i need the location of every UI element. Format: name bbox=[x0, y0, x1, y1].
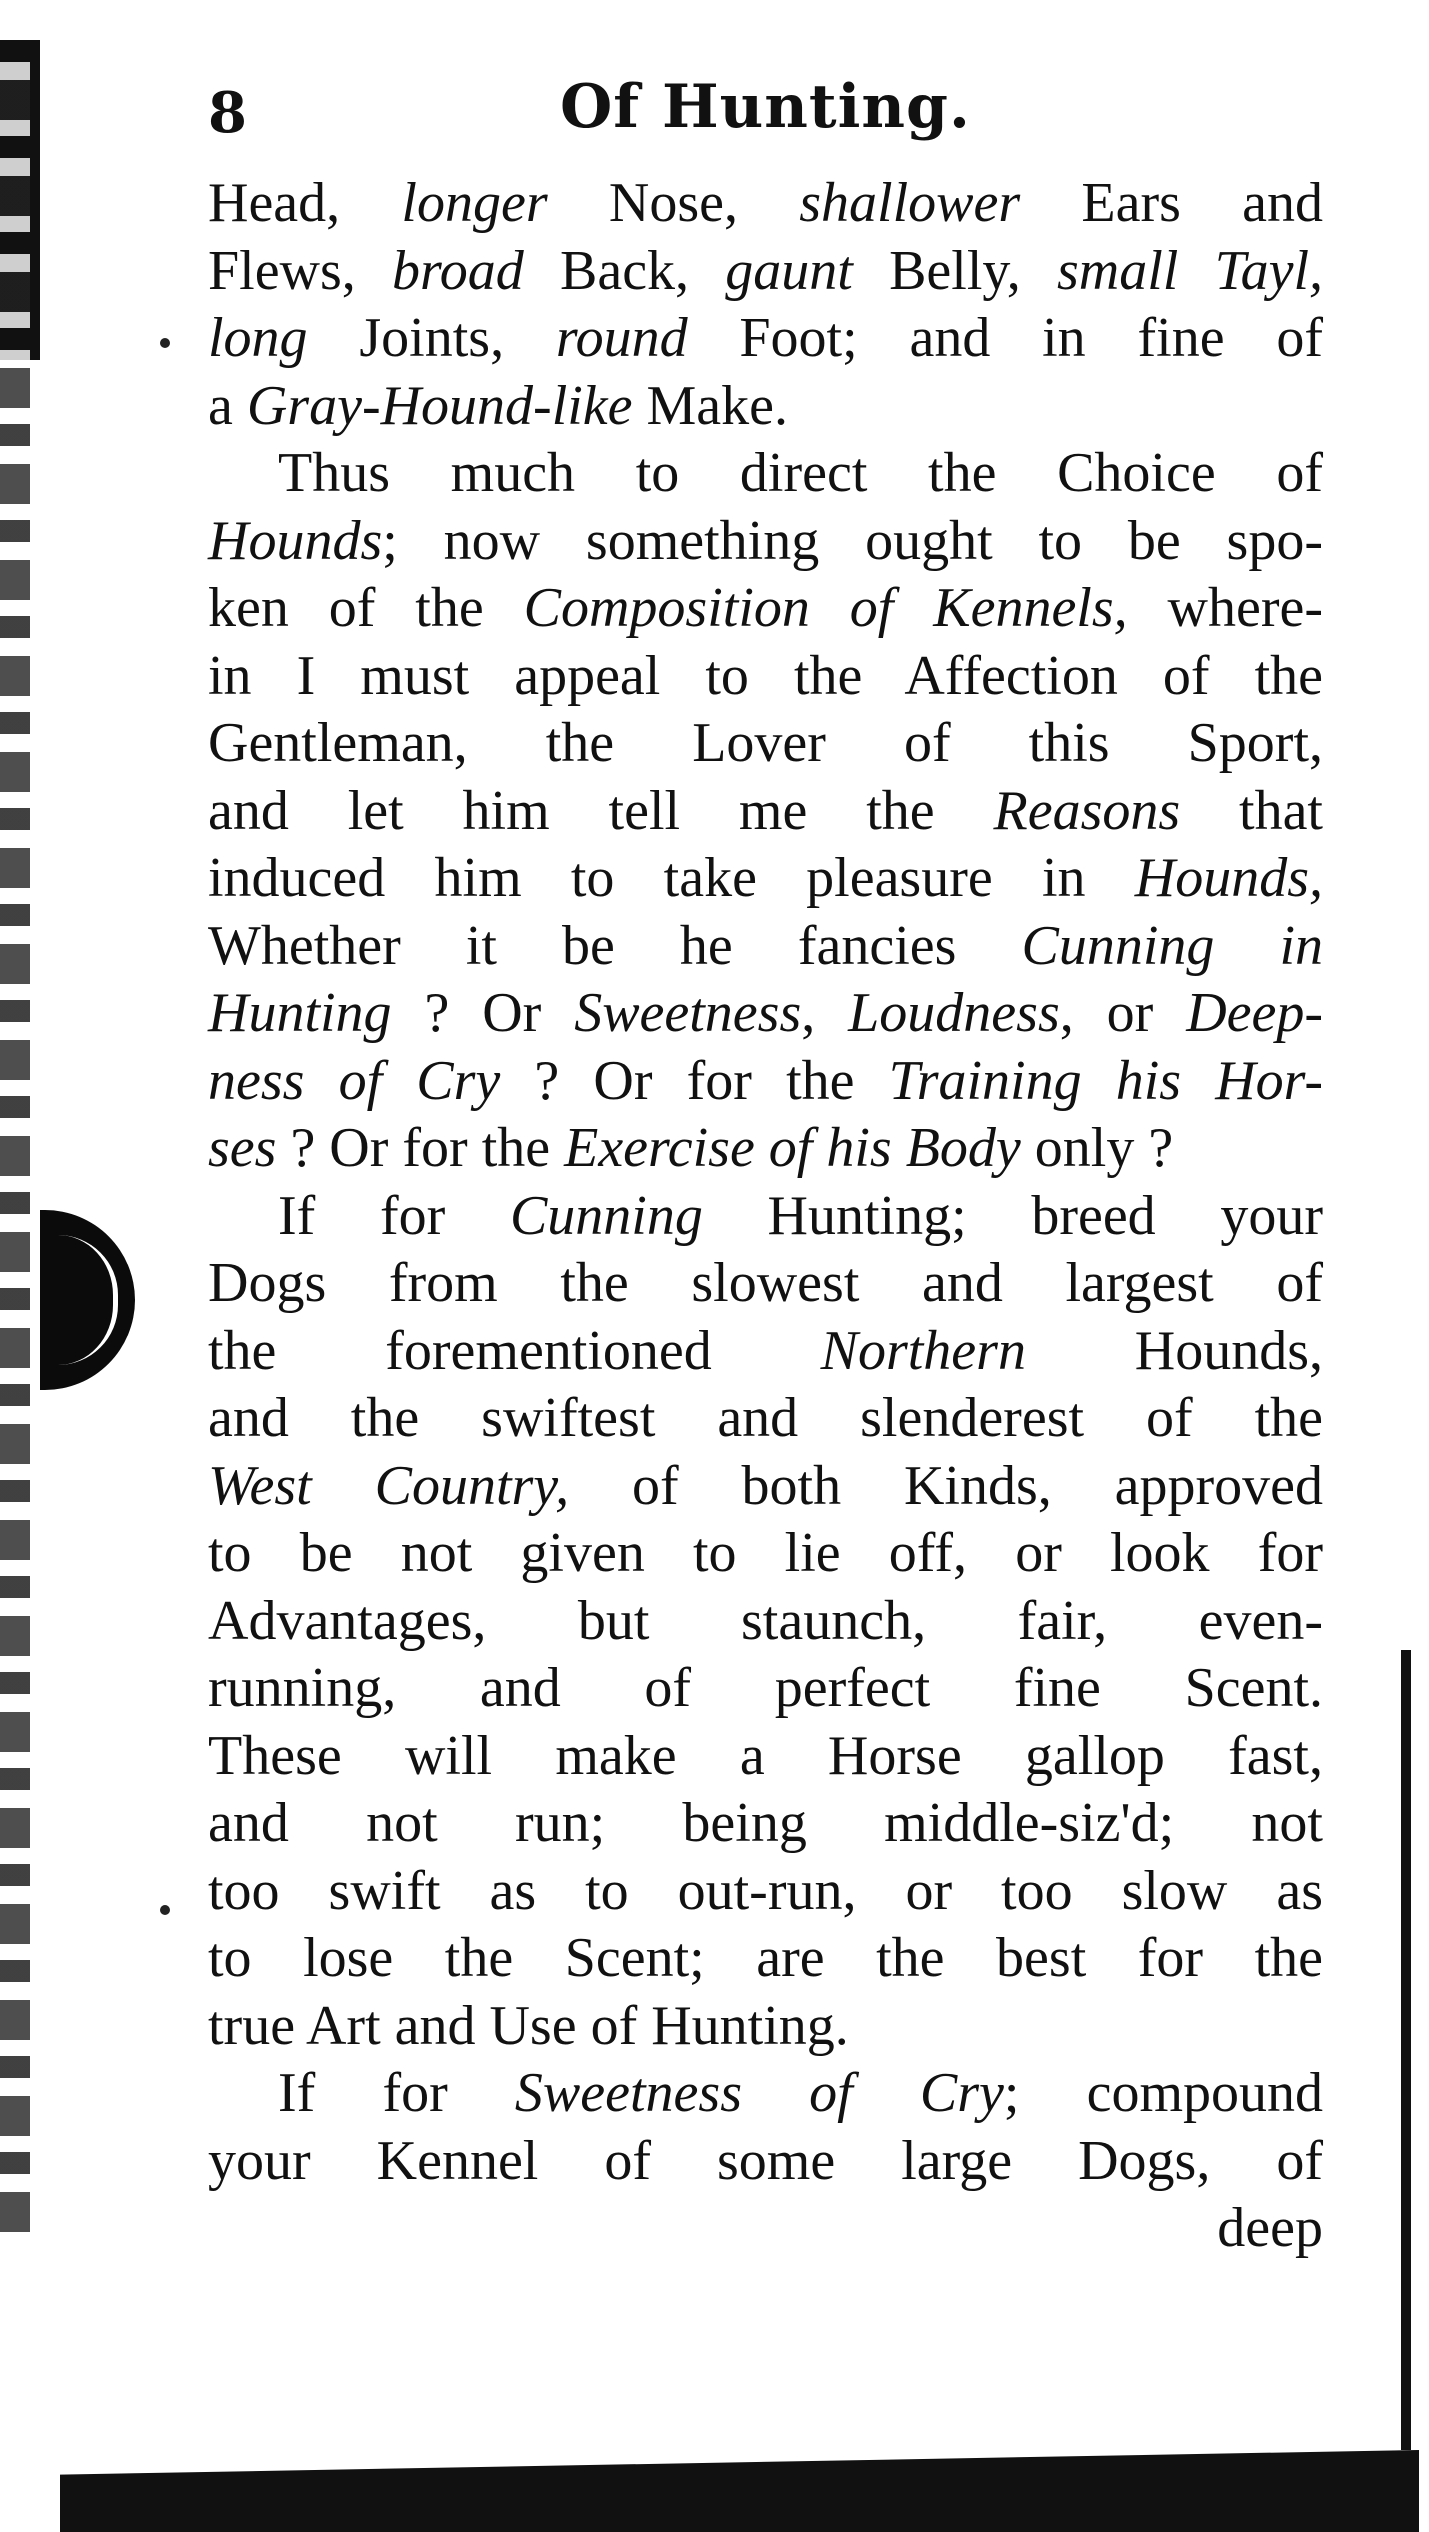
italic-run: Northern bbox=[820, 1319, 1026, 1382]
text-line bbox=[208, 1993, 1323, 2061]
italic-run: shallower bbox=[799, 172, 1021, 234]
italic-run: longer bbox=[401, 172, 548, 234]
text-run: where- bbox=[1127, 577, 1324, 639]
italic-run: Training his Hor- bbox=[888, 1049, 1323, 1112]
text-run: that bbox=[1180, 779, 1323, 842]
italic-run: West Country, bbox=[208, 1454, 570, 1517]
text-line bbox=[208, 845, 1323, 913]
text-run: and the swiftest and slenderest of the bbox=[208, 1387, 1323, 1449]
text-line bbox=[208, 778, 1323, 846]
scan-edge-bottom bbox=[60, 2450, 1419, 2532]
italic-run: broad bbox=[392, 239, 524, 302]
text-line bbox=[208, 710, 1323, 778]
italic-run: ses bbox=[208, 1117, 277, 1179]
text-run: ? Or for the bbox=[276, 1117, 565, 1179]
italic-run: Sweetness bbox=[574, 982, 802, 1044]
text-run: a bbox=[208, 374, 247, 437]
text-run: of both Kinds, approved bbox=[569, 1454, 1323, 1517]
text-line bbox=[208, 1318, 1323, 1386]
text-run: Whether it be he fancies bbox=[208, 914, 1022, 977]
text-run: ; now something ought to be spo- bbox=[382, 509, 1323, 572]
italic-run: ness of Cry bbox=[208, 1049, 501, 1112]
text-line bbox=[208, 1048, 1323, 1116]
italic-run: long bbox=[208, 307, 308, 369]
text-line bbox=[208, 170, 1323, 238]
text-line bbox=[208, 1858, 1323, 1926]
page-tab-mark bbox=[40, 1210, 135, 1390]
text-run: running, and of perfect fine Scent. bbox=[208, 1657, 1323, 1719]
text-run: true Art and Use of Hunting. bbox=[208, 1994, 849, 2057]
italic-run: Hounds bbox=[208, 509, 383, 572]
text-run: , or bbox=[1059, 982, 1187, 1044]
text-line bbox=[208, 1250, 1323, 1318]
text-line bbox=[208, 373, 1323, 441]
scan-edge-left bbox=[0, 40, 30, 2240]
text-run: ken of the bbox=[208, 577, 524, 639]
text-line bbox=[208, 2128, 1323, 2196]
italic-run: round bbox=[555, 307, 688, 369]
italic-run: Sweetness of Cry bbox=[514, 2062, 1004, 2124]
text-run: ? Or bbox=[391, 982, 575, 1044]
text-line bbox=[208, 643, 1323, 711]
text-run: Hunting; breed your bbox=[702, 1184, 1323, 1247]
text-line bbox=[208, 1115, 1323, 1183]
text-line bbox=[208, 305, 1323, 373]
italic-run: Gray-Hound-like bbox=[246, 374, 633, 437]
running-head: Of Hunting. bbox=[560, 72, 971, 142]
text-line bbox=[208, 508, 1323, 576]
text-line bbox=[208, 1453, 1323, 1521]
text-run: Gentleman, the Lover of this Sport, bbox=[208, 712, 1323, 774]
text-run: Back, bbox=[523, 239, 726, 302]
text-run: too swift as to out-run, or too slow as bbox=[208, 1859, 1323, 1922]
text-run: ; compound bbox=[1003, 2062, 1324, 2124]
text-line bbox=[208, 575, 1323, 643]
scan-edge-right bbox=[1401, 1650, 1411, 2450]
text-run: in I must appeal to the Affection of the bbox=[208, 644, 1323, 707]
text-run: Nose, bbox=[547, 172, 800, 234]
text-run: Head, bbox=[208, 172, 402, 234]
text-run: your Kennel of some large Dogs, of bbox=[208, 2129, 1323, 2192]
body-text bbox=[208, 170, 1323, 2263]
italic-run: Composition of Kennels, bbox=[523, 577, 1128, 639]
text-run: Hounds, bbox=[1025, 1319, 1324, 1382]
text-line bbox=[208, 913, 1323, 981]
italic-run: Cunning bbox=[509, 1184, 703, 1247]
text-run: Make. bbox=[632, 374, 789, 437]
italic-run: Deep- bbox=[1186, 982, 1323, 1044]
italic-run: Exercise of his Body bbox=[564, 1117, 1021, 1179]
text-line bbox=[208, 1588, 1323, 1656]
text-line bbox=[208, 238, 1323, 306]
page-number: 8 bbox=[208, 80, 247, 146]
text-run: If for bbox=[278, 1184, 510, 1247]
text-line bbox=[208, 1723, 1323, 1791]
text-line bbox=[208, 1790, 1323, 1858]
text-run: Dogs from the slowest and largest of bbox=[208, 1252, 1323, 1314]
text-run: Advantages, but staunch, fair, even- bbox=[208, 1589, 1323, 1652]
text-run: Flews, bbox=[208, 239, 393, 302]
text-run: Thus much to direct the Choice of bbox=[278, 442, 1323, 504]
italic-run: small Tayl, bbox=[1057, 239, 1324, 302]
italic-run: Loudness bbox=[848, 982, 1060, 1044]
text-run: Joints, bbox=[307, 307, 556, 369]
text-run: and not run; being middle-siz'd; not bbox=[208, 1792, 1323, 1854]
text-line bbox=[208, 980, 1323, 1048]
text-line bbox=[208, 440, 1323, 508]
text-line bbox=[208, 2060, 1323, 2128]
text-run: Belly, bbox=[852, 239, 1057, 302]
catchword bbox=[208, 2195, 1323, 2263]
text-line bbox=[208, 1655, 1323, 1723]
italic-run: Hunting bbox=[208, 982, 392, 1044]
text-line bbox=[208, 1183, 1323, 1251]
italic-run: Cunning in bbox=[1021, 914, 1323, 977]
text-line bbox=[208, 1520, 1323, 1588]
italic-run: Reasons bbox=[993, 779, 1181, 842]
scan-speck bbox=[160, 1905, 170, 1915]
text-run: and let him tell me the bbox=[208, 779, 994, 842]
scan-speck bbox=[160, 338, 170, 348]
text-run: Ears and bbox=[1020, 172, 1323, 234]
text-line bbox=[208, 1925, 1323, 1993]
italic-run: gaunt bbox=[725, 239, 853, 302]
text-run: induced him to take pleasure in bbox=[208, 847, 1135, 909]
text-run: only ? bbox=[1020, 1117, 1174, 1179]
text-run: to be not given to lie off, or look for bbox=[208, 1522, 1323, 1584]
text-run: If for bbox=[278, 2062, 515, 2124]
text-run: the forementioned bbox=[208, 1319, 821, 1382]
text-line bbox=[208, 1385, 1323, 1453]
text-run: ? Or for the bbox=[500, 1049, 889, 1112]
text-run: deep bbox=[1217, 2197, 1323, 2259]
text-run: Foot; and in fine of bbox=[687, 307, 1323, 369]
text-run: , bbox=[801, 982, 849, 1044]
italic-run: Hounds, bbox=[1134, 847, 1323, 909]
text-run: to lose the Scent; are the best for the bbox=[208, 1927, 1323, 1989]
text-run: These will make a Horse gallop fast, bbox=[208, 1724, 1323, 1787]
